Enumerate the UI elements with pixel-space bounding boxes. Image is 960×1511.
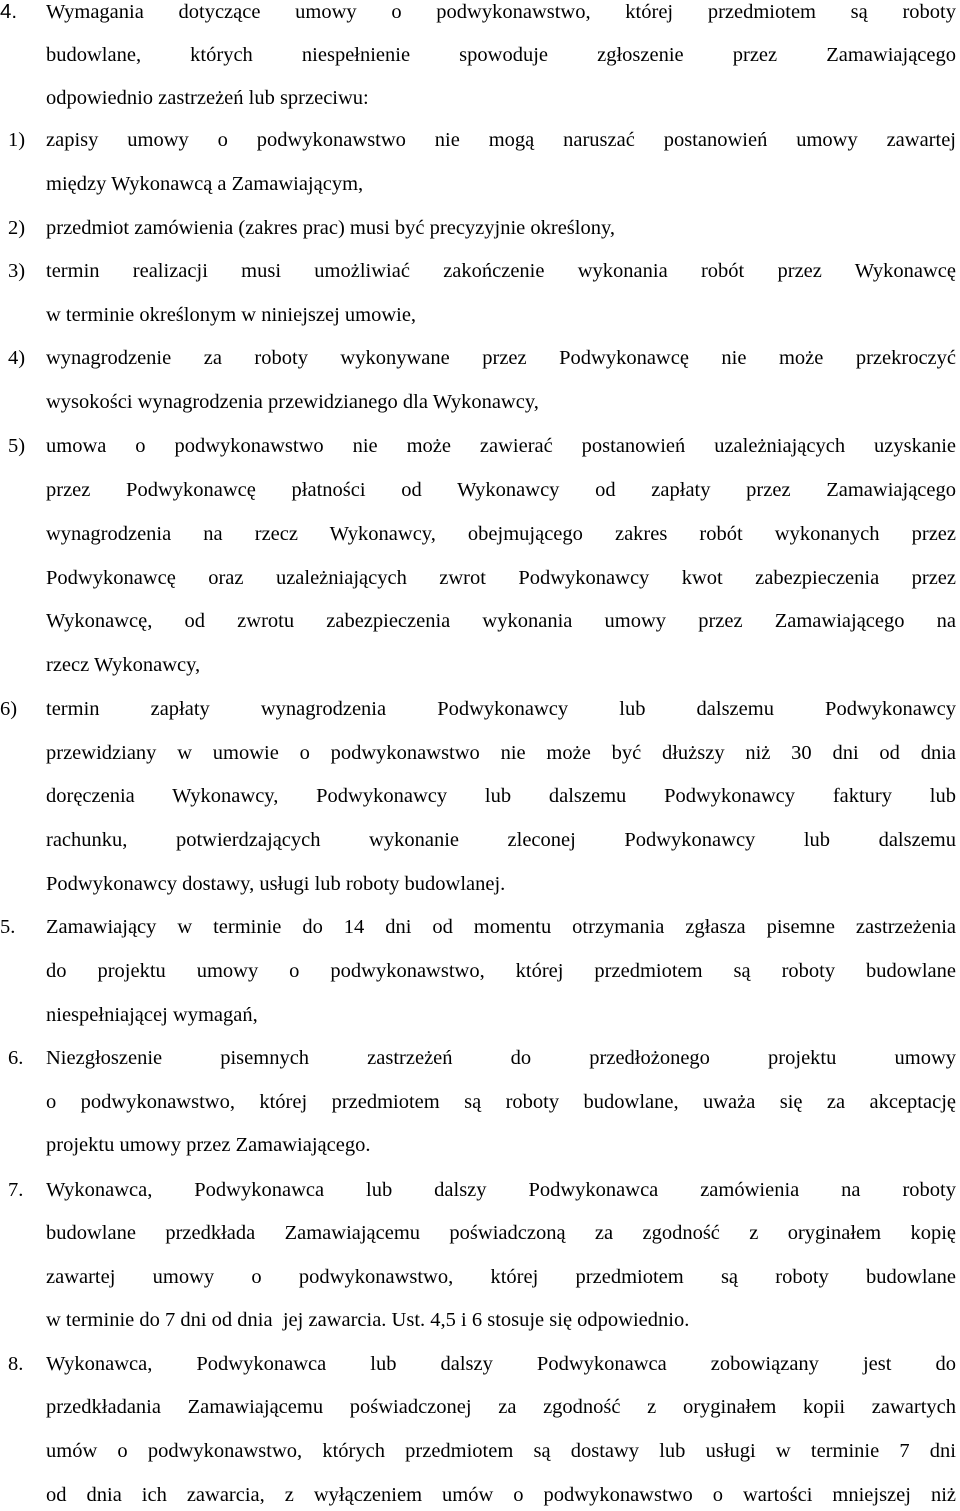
- text-line: zapisy umowy o podwykonawstwo nie mogą naruszać postanowień umowy zawartej: [46, 129, 956, 151]
- text-line: przewidziany w umowie o podwykonawstwo nie może być dłuższy niż 30 dni od dnia: [46, 742, 956, 764]
- item-number: 8.: [8, 1353, 24, 1375]
- text-line: rzecz Wykonawcy,: [46, 654, 201, 676]
- text-line: przedmiot zamówienia (zakres prac) musi być precyzyjnie określony,: [46, 217, 616, 239]
- text-line: odpowiednio zastrzeżeń lub sprzeciwu:: [46, 87, 369, 109]
- text-line: projektu umowy przez Zamawiającego.: [46, 1134, 371, 1156]
- text-line: Zamawiający w terminie do 14 dni od momentu otrzymania zgłasza pisemne zastrzeżenia: [46, 916, 956, 938]
- text-line: umowa o podwykonawstwo nie może zawierać postanowień uzależniających uzyskanie: [46, 435, 956, 457]
- item-number: 6.: [8, 1047, 24, 1069]
- subitem-number: 6): [0, 698, 18, 720]
- text-line: Wymagania dotyczące umowy o podwykonawstwo, której przedmiotem są roboty: [46, 1, 956, 23]
- text-line: Wykonawcę, od zwrotu zabezpieczenia wykonania umowy przez Zamawiającego na: [46, 610, 956, 632]
- text-line: umów o podwykonawstwo, których przedmiotem są dostawy lub usługi w terminie 7 dni: [46, 1440, 956, 1462]
- text-line: rachunku, potwierdzających wykonanie zleconej Podwykonawcy lub dalszemu: [46, 829, 956, 851]
- text-line: przez Podwykonawcę płatności od Wykonawcy od zapłaty przez Zamawiającego: [46, 479, 956, 501]
- subitem-number: 4): [8, 347, 26, 369]
- text-line: wynagrodzenia na rzecz Wykonawcy, obejmującego zakres robót wykonanych przez: [46, 523, 956, 545]
- item-number: 4.: [0, 0, 18, 23]
- text-line: w terminie określonym w niniejszej umowie,: [46, 304, 417, 326]
- text-line: budowlane przedkłada Zamawiającemu poświadczoną za zgodność z oryginałem kopię: [46, 1222, 956, 1244]
- text-line: wysokości wynagrodzenia przewidzianego dla Wykonawcy,: [46, 391, 539, 413]
- text-line: Podwykonawcę oraz uzależniających zwrot Podwykonawcy kwot zabezpieczenia przez: [46, 567, 956, 589]
- text-line: zawartej umowy o podwykonawstwo, której przedmiotem są roboty budowlane: [46, 1266, 956, 1288]
- subitem-number: 5): [8, 435, 26, 457]
- text-line: niespełniającej wymagań,: [46, 1004, 258, 1026]
- item-number: 5.: [0, 916, 16, 938]
- subitem-number: 2): [8, 217, 26, 239]
- text-line: doręczenia Wykonawcy, Podwykonawcy lub dalszemu Podwykonawcy faktury lub: [46, 785, 956, 807]
- text-line: między Wykonawcą a Zamawiającym,: [46, 173, 364, 195]
- subitem-number: 3): [8, 260, 26, 282]
- text-line: budowlane, których niespełnienie spowoduje zgłoszenie przez Zamawiającego: [46, 44, 956, 66]
- text-line: Podwykonawcy dostawy, usługi lub roboty budowlanej.: [46, 873, 506, 895]
- text-line: od dnia ich zawarcia, z wyłączeniem umów o podwykonawstwo o wartości mniejszej niż: [46, 1484, 956, 1506]
- text-line: przedkładania Zamawiającemu poświadczonej za zgodność z oryginałem kopii zawartych: [46, 1396, 956, 1418]
- text-line: Wykonawca, Podwykonawca lub dalszy Podwykonawca zobowiązany jest do: [46, 1353, 956, 1375]
- text-line: Niezgłoszenie pisemnych zastrzeżeń do przedłożonego projektu umowy: [46, 1047, 956, 1069]
- subitem-number: 1): [8, 129, 26, 151]
- text-line: o podwykonawstwo, której przedmiotem są roboty budowlane, uważa się za akceptację: [46, 1091, 956, 1113]
- text-line: w terminie do 7 dni od dnia jej zawarcia. Ust. 4,5 i 6 stosuje się odpowiednio.: [46, 1309, 690, 1331]
- text-line: termin zapłaty wynagrodzenia Podwykonawcy lub dalszemu Podwykonawcy: [46, 698, 956, 720]
- text-line: Wykonawca, Podwykonawca lub dalszy Podwykonawca zamówienia na roboty: [46, 1179, 956, 1201]
- text-line: wynagrodzenie za roboty wykonywane przez Podwykonawcę nie może przekroczyć: [46, 347, 956, 369]
- text-line: do projektu umowy o podwykonawstwo, której przedmiotem są roboty budowlane: [46, 960, 956, 982]
- item-number: 7.: [8, 1179, 24, 1201]
- text-line: termin realizacji musi umożliwiać zakończenie wykonania robót przez Wykonawcę: [46, 260, 956, 282]
